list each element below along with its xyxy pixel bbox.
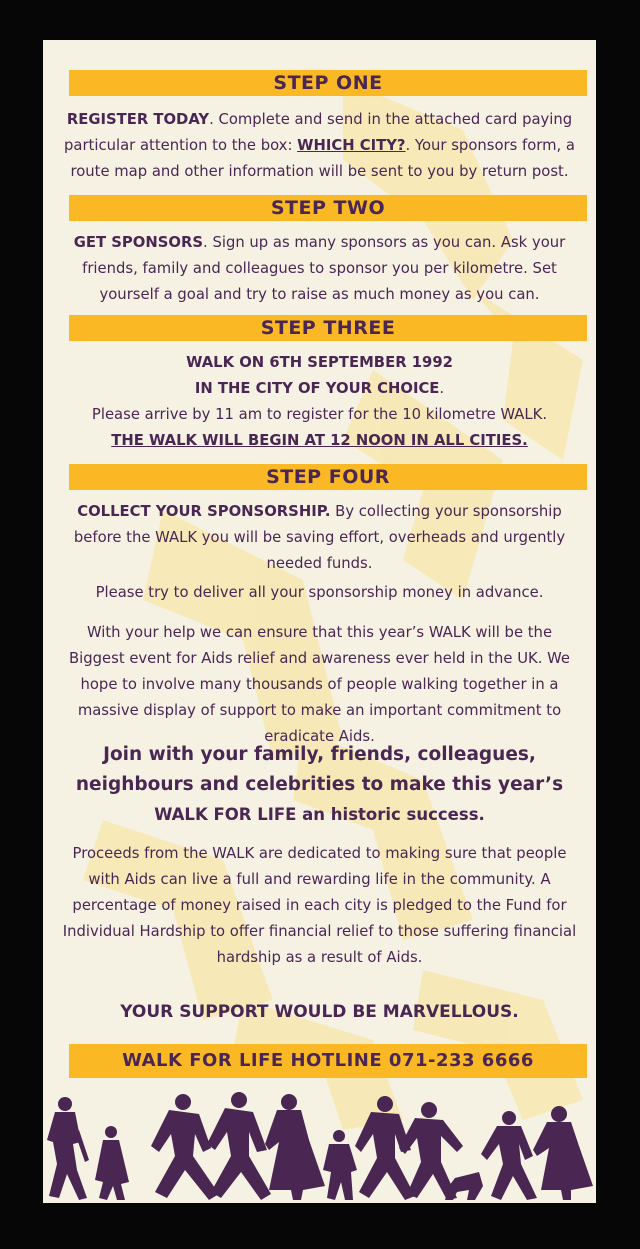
step-one-text: REGISTER TODAY. Complete and send in the attached card paying particular attention to the box: WHICH CITY?. Your sponsors form, a route map and other information will be sent to you by return post. <box>64 111 575 180</box>
walker-figure <box>207 1092 271 1200</box>
proceeds-paragraph: Proceeds from the WALK are dedicated to making sure that people with Aids can live a full and rewarding life in the community. A percentage of money raised in each city is pledged to the Fund for Individual Hardship to offer financial relief to those suffering financial hardship as a result of Aids. <box>62 845 577 966</box>
collect-sponsorship-lead: COLLECT YOUR SPONSORSHIP. <box>77 503 331 520</box>
walker-figure <box>533 1106 593 1200</box>
walk-date: WALK ON 6TH SEPTEMBER 1992 <box>186 354 453 371</box>
walker-figure <box>481 1111 537 1200</box>
arrival-note: Please arrive by 11 am to register for the 10 kilometre WALK. <box>91 406 548 423</box>
walker-figure <box>151 1094 219 1200</box>
walker-figure <box>95 1126 129 1200</box>
get-sponsors-lead: GET SPONSORS <box>73 234 204 251</box>
which-city-emphasis: WHICH CITY? <box>297 137 406 154</box>
walk-start-note: THE WALK WILL BEGIN AT 12 NOON IN ALL CITIES. <box>111 432 528 449</box>
walker-figure <box>323 1130 357 1200</box>
step-three-heading: STEP THREE <box>69 315 587 341</box>
support-line: YOUR SUPPORT WOULD BE MARVELLOUS. <box>120 1002 519 1022</box>
leaflet-card <box>43 40 596 1203</box>
join-callout: Join with your family, friends, colleagues, neighbours and celebrities to make this year’s WALK FOR LIFE an historic success. <box>75 744 564 824</box>
hotline-bar: WALK FOR LIFE HOTLINE 071-233 6666 <box>69 1044 587 1078</box>
step-three-text: WALK ON 6TH SEPTEMBER 1992 IN THE CITY OF YOUR CHOICE. Please arrive by 11 am to register for the 10 kilometre WALK. THE WALK WILL BEGIN AT 12 NOON IN ALL CITIES. <box>59 350 580 454</box>
step-two-heading: STEP TWO <box>69 195 587 221</box>
step-two-text: GET SPONSORS. Sign up as many sponsors as you can. Ask your friends, family and colleagues to sponsor you per kilometre. Set yourself a goal and try to raise as much money as you can. <box>73 234 566 303</box>
walk-city: IN THE CITY OF YOUR CHOICE <box>194 380 440 397</box>
walker-figure <box>47 1097 89 1200</box>
walking-figures-illustration <box>43 1090 596 1203</box>
step-four-heading: STEP FOUR <box>69 464 587 490</box>
walker-figure <box>265 1094 325 1200</box>
step-one-heading: STEP ONE <box>69 70 587 96</box>
register-today-lead: REGISTER TODAY <box>66 111 210 128</box>
help-paragraph: With your help we can ensure that this year’s WALK will be the Biggest event for Aids relief and awareness ever held in the UK. We hope to involve many thousands of people walking together in a massive display of support to make an important commitment to eradicate Aids. <box>68 624 571 745</box>
step-four-text: COLLECT YOUR SPONSORSHIP. By collecting your sponsorship before the WALK you will be saving effort, overheads and urgently needed funds. <box>73 503 566 572</box>
walker-figure <box>399 1102 483 1200</box>
step-four-note: Please try to deliver all your sponsorship money in advance. <box>95 584 544 601</box>
